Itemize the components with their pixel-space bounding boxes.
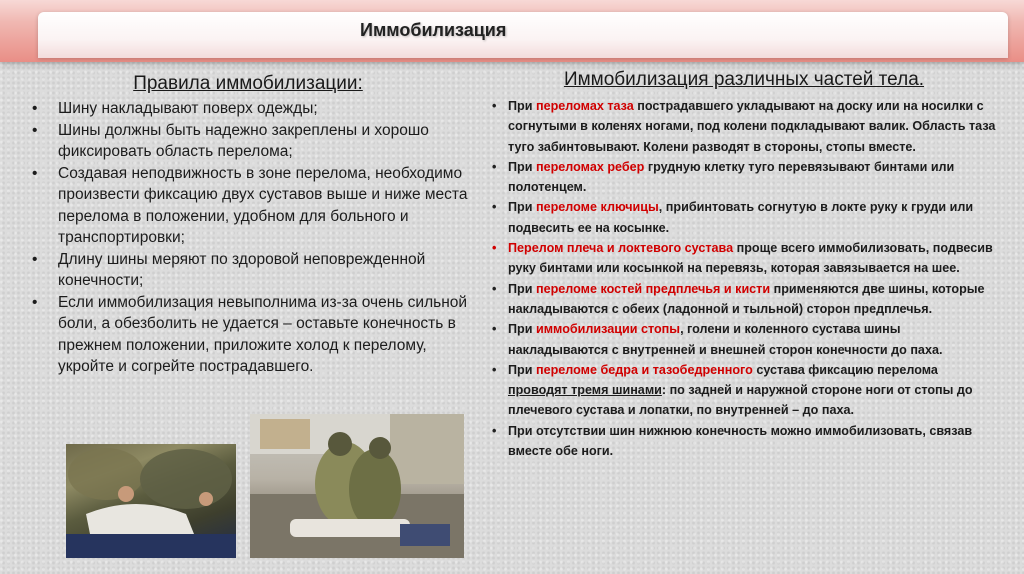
title-plate <box>38 12 1008 58</box>
rules-column <box>28 72 468 378</box>
list-item: • Создавая неподвижность в зоне перелома, необходимо произвести фиксацию двух суставов выше и ниже места перелома в положении, удобном для больного и транспортировки; <box>28 163 468 249</box>
list-item: • Длину шины меряют по здоровой неповрежденной конечности; <box>28 249 468 292</box>
list-item: • Если иммобилизация невыполнима из-за очень сильной боли, а обезболить не удается – оставьте конечность в прежнем положении, приложите холод к перелому, укройте и согрейте пострадавшего. <box>28 292 468 378</box>
list-item: • При переломах таза пострадавшего укладывают на доску или на носилки с согнутыми в коленях ногами, под колени подкладывают валик. Область таза туго забинтовывают. Колени разводят в стороны, стопы вместе. <box>488 96 1000 157</box>
list-item: • При отсутствии шин нижнюю конечность можно иммобилизовать, связав вместе обе ноги. <box>488 421 1000 462</box>
list-item: • При иммобилизации стопы, голени и коленного сустава шины накладываются с внутренней и внешней сторон конечности до паха. <box>488 319 1000 360</box>
list-item: • Шину накладывают поверх одежды; <box>28 98 468 120</box>
list-item: • Шины должны быть надежно закреплены и хорошо фиксировать область перелома; <box>28 120 468 163</box>
photo-splinting-arm <box>250 414 464 558</box>
rules-heading: Правила иммобилизации: <box>133 73 363 94</box>
list-item: • При переломах ребер грудную клетку туго перевязывают бинтами или полотенцем. <box>488 157 1000 198</box>
photo-splinting-leg-icon <box>66 444 236 558</box>
body-parts-list <box>488 96 1000 461</box>
list-item: • При переломе костей предплечья и кисти применяются две шины, которые накладываются с обеих (ладонной и тыльной) сторон предплечья. <box>488 279 1000 320</box>
body-parts-heading: Иммобилизация различных частей тела. <box>563 69 925 90</box>
photo-splinting-arm-icon <box>250 414 464 558</box>
rules-list <box>28 98 468 378</box>
list-item: • При переломе ключицы, прибинтовать согнутую в локте руку к груди или подвесить ее на косынке. <box>488 197 1000 238</box>
photo-splinting-leg <box>66 444 236 558</box>
page-title: Иммобилизация <box>360 20 507 40</box>
list-item: • При переломе бедра и тазобедренного сустава фиксацию перелома проводят тремя шинами: по задней и наружной стороне ноги от стопы до плечевого сустава и лопатки, по внутренней – до паха. <box>488 360 1000 421</box>
body-parts-column <box>488 68 1000 461</box>
list-item: • Перелом плеча и локтевого сустава проще всего иммобилизовать, подвесив руку бинтами или косынкой на перевязь, которая завязывается на шее. <box>488 238 1000 279</box>
